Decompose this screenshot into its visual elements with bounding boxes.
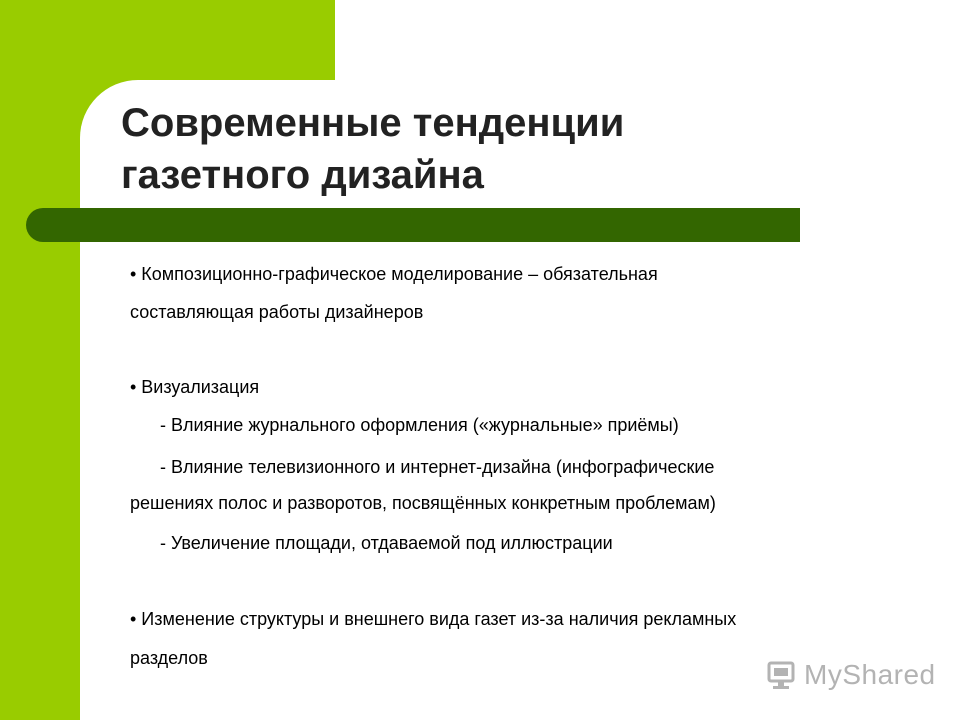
bullet-line: • Композиционно-графическое моделирование – обязательная: [130, 264, 658, 284]
sub-bullet-line: - Влияние журнального оформления («журнальные» приёмы): [160, 415, 679, 435]
bullet-line: разделов: [130, 648, 208, 668]
logo-text: MyShared: [804, 659, 936, 690]
sub-bullet-line: - Влияние телевизионного и интернет-дизайна (инфографические: [160, 457, 715, 477]
sub-bullet-line: - Увеличение площади, отдаваемой под иллюстрации: [160, 533, 613, 553]
title-underline-bar: [26, 208, 800, 242]
myshared-logo: [766, 656, 936, 694]
myshared-logo-icon: [766, 659, 798, 691]
bullet-line: решениях полос и разворотов, посвящённых конкретным проблемам): [130, 493, 716, 513]
title-line-2: газетного дизайна: [121, 153, 484, 197]
bullet-line: • Изменение структуры и внешнего вида газет из-за наличия рекламных: [130, 609, 737, 629]
slide-title: [121, 97, 801, 201]
bullet-line: составляющая работы дизайнеров: [130, 302, 424, 322]
bullet-line: • Визуализация: [130, 377, 260, 397]
title-line-1: Современные тенденции: [121, 101, 625, 145]
